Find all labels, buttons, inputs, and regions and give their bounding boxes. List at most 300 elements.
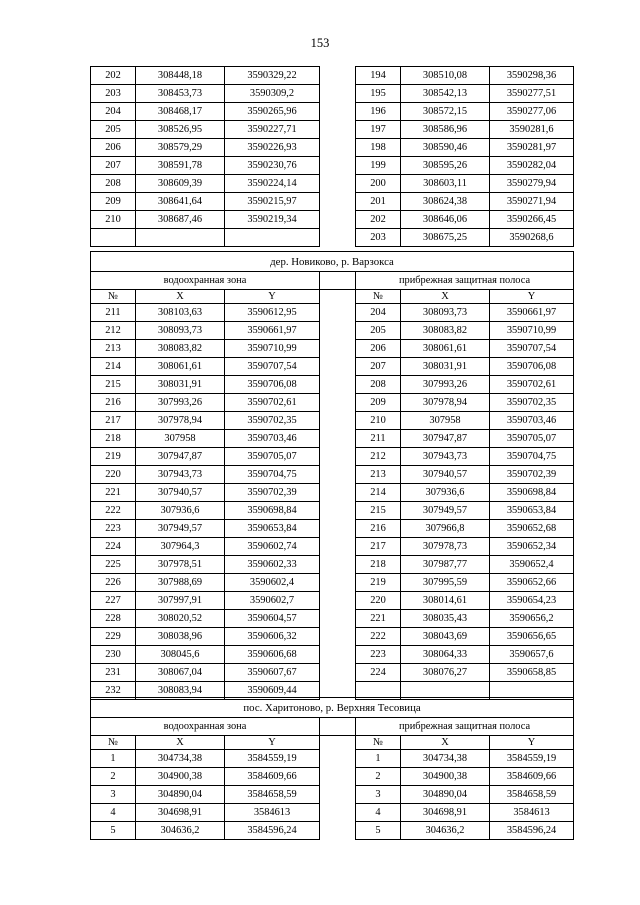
table-row	[91, 592, 574, 610]
left-x-coordinate: 308093,73	[136, 322, 225, 340]
right-y-coordinate: 3590698,84	[490, 484, 574, 502]
right-x-coordinate: 307995,59	[401, 574, 490, 592]
right-y-coordinate: 3590652,68	[490, 520, 574, 538]
column-gap	[320, 211, 356, 229]
table-row	[91, 229, 574, 247]
left-point-number: 222	[91, 502, 136, 520]
left-y-coordinate: 3584596,24	[225, 822, 320, 840]
right-point-number: 2	[356, 768, 401, 786]
right-point-number: 223	[356, 646, 401, 664]
left-y-coordinate: 3584658,59	[225, 786, 320, 804]
left-x-coordinate: 304698,91	[136, 804, 225, 822]
left-point-number: 226	[91, 574, 136, 592]
table-row	[91, 121, 574, 139]
left-y-coordinate: 3590609,44	[225, 682, 320, 700]
left-y-coordinate: 3590230,76	[225, 157, 320, 175]
right-point-number: 200	[356, 175, 401, 193]
column-gap	[320, 121, 356, 139]
table-row	[91, 358, 574, 376]
left-x-coordinate: 307940,57	[136, 484, 225, 502]
left-x-coordinate: 307947,87	[136, 448, 225, 466]
left-point-number: 232	[91, 682, 136, 700]
right-point-number: 199	[356, 157, 401, 175]
table-row	[91, 628, 574, 646]
left-point-number: 210	[91, 211, 136, 229]
right-x-coordinate: 308035,43	[401, 610, 490, 628]
left-y-coordinate: 3590602,33	[225, 556, 320, 574]
right-y-coordinate: 3590702,39	[490, 466, 574, 484]
column-header: X	[136, 290, 225, 304]
right-point-number: 208	[356, 376, 401, 394]
left-y-coordinate	[225, 229, 320, 247]
left-point-number: 212	[91, 322, 136, 340]
left-point-number: 217	[91, 412, 136, 430]
right-point-number: 198	[356, 139, 401, 157]
left-point-number: 224	[91, 538, 136, 556]
right-point-number: 5	[356, 822, 401, 840]
column-gap	[320, 304, 356, 322]
table-row	[91, 211, 574, 229]
left-y-coordinate: 3584613	[225, 804, 320, 822]
right-y-coordinate: 3590277,51	[490, 85, 574, 103]
column-gap	[320, 448, 356, 466]
column-header-row	[91, 290, 574, 304]
right-x-coordinate: 307936,6	[401, 484, 490, 502]
right-x-coordinate: 304734,38	[401, 750, 490, 768]
right-x-coordinate: 304636,2	[401, 822, 490, 840]
column-gap	[320, 340, 356, 358]
left-y-coordinate: 3590653,84	[225, 520, 320, 538]
right-y-coordinate: 3590266,45	[490, 211, 574, 229]
right-y-coordinate: 3584609,66	[490, 768, 574, 786]
right-point-number: 218	[356, 556, 401, 574]
right-x-coordinate: 308646,06	[401, 211, 490, 229]
left-point-number: 223	[91, 520, 136, 538]
left-point-number: 213	[91, 340, 136, 358]
right-point-number: 203	[356, 229, 401, 247]
column-gap	[320, 85, 356, 103]
right-x-coordinate: 308624,38	[401, 193, 490, 211]
column-gap	[320, 804, 356, 822]
left-point-number: 207	[91, 157, 136, 175]
table-body	[91, 67, 574, 247]
right-x-coordinate: 308542,13	[401, 85, 490, 103]
left-subtitle: водоохранная зона	[91, 718, 320, 736]
column-header: №	[91, 290, 136, 304]
left-point-number: 209	[91, 193, 136, 211]
right-point-number: 195	[356, 85, 401, 103]
left-x-coordinate: 308083,82	[136, 340, 225, 358]
left-y-coordinate: 3590606,68	[225, 646, 320, 664]
left-x-coordinate: 307936,6	[136, 502, 225, 520]
coordinates-table-continued	[90, 66, 574, 247]
left-point-number: 219	[91, 448, 136, 466]
left-point-number: 228	[91, 610, 136, 628]
right-point-number: 219	[356, 574, 401, 592]
left-x-coordinate: 308468,17	[136, 103, 225, 121]
left-x-coordinate: 304636,2	[136, 822, 225, 840]
right-x-coordinate: 307978,94	[401, 394, 490, 412]
left-x-coordinate: 308526,95	[136, 121, 225, 139]
table-row	[91, 484, 574, 502]
column-gap	[320, 322, 356, 340]
left-y-coordinate: 3590227,71	[225, 121, 320, 139]
column-gap	[320, 358, 356, 376]
column-gap	[320, 574, 356, 592]
right-point-number: 202	[356, 211, 401, 229]
column-header: X	[401, 736, 490, 750]
right-x-coordinate: 308572,15	[401, 103, 490, 121]
right-x-coordinate: 308590,46	[401, 139, 490, 157]
left-point-number: 203	[91, 85, 136, 103]
table-row	[91, 67, 574, 85]
column-gap	[320, 394, 356, 412]
table-row	[91, 768, 574, 786]
left-x-coordinate: 308038,96	[136, 628, 225, 646]
right-x-coordinate: 307949,57	[401, 502, 490, 520]
right-point-number: 201	[356, 193, 401, 211]
left-point-number: 3	[91, 786, 136, 804]
right-point-number: 209	[356, 394, 401, 412]
right-y-coordinate: 3590656,65	[490, 628, 574, 646]
right-x-coordinate: 308014,61	[401, 592, 490, 610]
left-y-coordinate: 3590224,14	[225, 175, 320, 193]
column-gap	[320, 646, 356, 664]
right-y-coordinate: 3584658,59	[490, 786, 574, 804]
right-x-coordinate: 307987,77	[401, 556, 490, 574]
right-x-coordinate: 308595,26	[401, 157, 490, 175]
column-gap	[320, 592, 356, 610]
column-gap	[320, 67, 356, 85]
column-gap	[320, 229, 356, 247]
table-body	[91, 304, 574, 700]
table-row	[91, 430, 574, 448]
left-x-coordinate: 308591,78	[136, 157, 225, 175]
right-point-number: 220	[356, 592, 401, 610]
left-y-coordinate: 3590705,07	[225, 448, 320, 466]
left-y-coordinate: 3590602,74	[225, 538, 320, 556]
right-x-coordinate: 307978,73	[401, 538, 490, 556]
column-gap	[320, 484, 356, 502]
right-y-coordinate: 3590705,07	[490, 430, 574, 448]
right-point-number: 205	[356, 322, 401, 340]
column-gap	[320, 502, 356, 520]
table-row	[91, 750, 574, 768]
right-x-coordinate: 308031,91	[401, 358, 490, 376]
table-row	[91, 175, 574, 193]
left-point-number: 1	[91, 750, 136, 768]
left-x-coordinate: 307949,57	[136, 520, 225, 538]
left-point-number: 206	[91, 139, 136, 157]
column-gap	[320, 664, 356, 682]
table-row	[91, 448, 574, 466]
left-point-number: 208	[91, 175, 136, 193]
left-point-number: 205	[91, 121, 136, 139]
left-point-number: 204	[91, 103, 136, 121]
left-x-coordinate: 308641,64	[136, 193, 225, 211]
left-y-coordinate: 3590606,32	[225, 628, 320, 646]
left-y-coordinate: 3590215,97	[225, 193, 320, 211]
column-gap	[320, 193, 356, 211]
table-row	[91, 556, 574, 574]
left-x-coordinate: 308061,61	[136, 358, 225, 376]
left-y-coordinate: 3590702,35	[225, 412, 320, 430]
left-x-coordinate: 304890,04	[136, 786, 225, 804]
right-point-number: 204	[356, 304, 401, 322]
right-y-coordinate: 3590268,6	[490, 229, 574, 247]
column-gap	[320, 736, 356, 750]
right-point-number: 217	[356, 538, 401, 556]
left-x-coordinate: 307978,51	[136, 556, 225, 574]
table-row	[91, 139, 574, 157]
right-y-coordinate: 3590279,94	[490, 175, 574, 193]
right-x-coordinate: 308064,33	[401, 646, 490, 664]
column-header-row	[91, 736, 574, 750]
right-y-coordinate: 3590653,84	[490, 502, 574, 520]
subtitle-row	[91, 272, 574, 290]
right-y-coordinate: 3584613	[490, 804, 574, 822]
column-gap	[320, 290, 356, 304]
right-point-number: 210	[356, 412, 401, 430]
right-x-coordinate: 308510,08	[401, 67, 490, 85]
left-y-coordinate: 3590226,93	[225, 139, 320, 157]
column-header: №	[91, 736, 136, 750]
right-point-number: 212	[356, 448, 401, 466]
left-x-coordinate: 307943,73	[136, 466, 225, 484]
left-point-number: 229	[91, 628, 136, 646]
right-y-coordinate: 3584559,19	[490, 750, 574, 768]
column-header: №	[356, 290, 401, 304]
right-point-number: 1	[356, 750, 401, 768]
left-y-coordinate: 3584609,66	[225, 768, 320, 786]
right-x-coordinate: 308093,73	[401, 304, 490, 322]
left-point-number: 5	[91, 822, 136, 840]
right-point-number: 197	[356, 121, 401, 139]
table-row	[91, 502, 574, 520]
left-point-number: 211	[91, 304, 136, 322]
right-y-coordinate: 3590702,35	[490, 394, 574, 412]
right-y-coordinate: 3590703,46	[490, 412, 574, 430]
right-x-coordinate: 308586,96	[401, 121, 490, 139]
left-y-coordinate: 3590265,96	[225, 103, 320, 121]
table-row	[91, 822, 574, 840]
table-row	[91, 538, 574, 556]
left-y-coordinate: 3590602,4	[225, 574, 320, 592]
left-x-coordinate: 308103,63	[136, 304, 225, 322]
right-y-coordinate: 3590656,2	[490, 610, 574, 628]
right-y-coordinate: 3590271,94	[490, 193, 574, 211]
left-y-coordinate: 3590704,75	[225, 466, 320, 484]
column-gap	[320, 628, 356, 646]
coordinates-table-kharitonovo	[90, 697, 574, 840]
left-y-coordinate: 3590702,61	[225, 394, 320, 412]
right-subtitle: прибрежная защитная полоса	[356, 718, 574, 736]
right-point-number: 211	[356, 430, 401, 448]
right-y-coordinate: 3590277,06	[490, 103, 574, 121]
left-point-number: 218	[91, 430, 136, 448]
section-title: дер. Новиково, р. Варзокса	[91, 252, 574, 272]
right-y-coordinate: 3590702,61	[490, 376, 574, 394]
table-row	[91, 520, 574, 538]
section-title: пос. Харитоново, р. Верхняя Тесовица	[91, 698, 574, 718]
table-row	[91, 610, 574, 628]
left-y-coordinate: 3590702,39	[225, 484, 320, 502]
column-header: Y	[225, 736, 320, 750]
right-point-number: 206	[356, 340, 401, 358]
right-x-coordinate: 308043,69	[401, 628, 490, 646]
table-title-row	[91, 698, 574, 718]
right-y-coordinate: 3590282,04	[490, 157, 574, 175]
right-x-coordinate: 308076,27	[401, 664, 490, 682]
column-header: Y	[225, 290, 320, 304]
column-gap	[320, 718, 356, 736]
table-row	[91, 376, 574, 394]
right-x-coordinate: 308603,11	[401, 175, 490, 193]
left-y-coordinate: 3590706,08	[225, 376, 320, 394]
right-y-coordinate: 3590281,6	[490, 121, 574, 139]
left-x-coordinate: 307993,26	[136, 394, 225, 412]
left-point-number: 230	[91, 646, 136, 664]
left-point-number: 227	[91, 592, 136, 610]
left-point-number: 4	[91, 804, 136, 822]
column-gap	[320, 466, 356, 484]
right-x-coordinate: 304900,38	[401, 768, 490, 786]
right-point-number: 221	[356, 610, 401, 628]
left-y-coordinate: 3590707,54	[225, 358, 320, 376]
column-gap	[320, 103, 356, 121]
left-point-number: 214	[91, 358, 136, 376]
left-x-coordinate: 308609,39	[136, 175, 225, 193]
left-x-coordinate: 308453,73	[136, 85, 225, 103]
column-gap	[320, 139, 356, 157]
right-point-number: 215	[356, 502, 401, 520]
right-point-number: 222	[356, 628, 401, 646]
table-row	[91, 412, 574, 430]
left-point-number: 216	[91, 394, 136, 412]
left-y-coordinate: 3590612,95	[225, 304, 320, 322]
right-y-coordinate: 3590281,97	[490, 139, 574, 157]
left-x-coordinate: 308083,94	[136, 682, 225, 700]
table-row	[91, 804, 574, 822]
right-y-coordinate: 3590657,6	[490, 646, 574, 664]
column-gap	[320, 822, 356, 840]
right-x-coordinate: 307947,87	[401, 430, 490, 448]
right-x-coordinate: 308061,61	[401, 340, 490, 358]
right-point-number: 194	[356, 67, 401, 85]
right-point-number: 213	[356, 466, 401, 484]
column-header: Y	[490, 290, 574, 304]
left-point-number: 215	[91, 376, 136, 394]
left-point-number: 225	[91, 556, 136, 574]
right-x-coordinate: 304698,91	[401, 804, 490, 822]
left-x-coordinate: 307978,94	[136, 412, 225, 430]
left-y-coordinate: 3590710,99	[225, 340, 320, 358]
left-x-coordinate: 308031,91	[136, 376, 225, 394]
column-gap	[320, 376, 356, 394]
table-row	[91, 85, 574, 103]
right-point-number: 216	[356, 520, 401, 538]
right-point-number: 224	[356, 664, 401, 682]
left-y-coordinate: 3590661,97	[225, 322, 320, 340]
left-point-number: 220	[91, 466, 136, 484]
column-gap	[320, 750, 356, 768]
column-gap	[320, 430, 356, 448]
left-x-coordinate	[136, 229, 225, 247]
column-gap	[320, 768, 356, 786]
table-row	[91, 786, 574, 804]
right-y-coordinate: 3590298,36	[490, 67, 574, 85]
right-y-coordinate: 3590654,23	[490, 592, 574, 610]
table-row	[91, 466, 574, 484]
left-x-coordinate: 307964,3	[136, 538, 225, 556]
left-point-number: 2	[91, 768, 136, 786]
column-gap	[320, 272, 356, 290]
right-y-coordinate: 3590704,75	[490, 448, 574, 466]
right-x-coordinate: 304890,04	[401, 786, 490, 804]
left-x-coordinate: 308067,04	[136, 664, 225, 682]
column-gap	[320, 175, 356, 193]
column-header: X	[401, 290, 490, 304]
right-point-number: 196	[356, 103, 401, 121]
right-x-coordinate: 307993,26	[401, 376, 490, 394]
left-x-coordinate: 304900,38	[136, 768, 225, 786]
right-y-coordinate: 3590707,54	[490, 340, 574, 358]
left-x-coordinate: 308020,52	[136, 610, 225, 628]
column-header: №	[356, 736, 401, 750]
column-gap	[320, 786, 356, 804]
table-row	[91, 664, 574, 682]
left-point-number: 202	[91, 67, 136, 85]
right-y-coordinate: 3590652,34	[490, 538, 574, 556]
right-y-coordinate: 3590710,99	[490, 322, 574, 340]
right-point-number: 214	[356, 484, 401, 502]
table-row	[91, 193, 574, 211]
column-header: X	[136, 736, 225, 750]
left-y-coordinate: 3590329,22	[225, 67, 320, 85]
table-title-row	[91, 252, 574, 272]
table-row	[91, 340, 574, 358]
left-y-coordinate: 3590698,84	[225, 502, 320, 520]
right-y-coordinate: 3590658,85	[490, 664, 574, 682]
table-row	[91, 304, 574, 322]
table-body	[91, 750, 574, 840]
subtitle-row	[91, 718, 574, 736]
left-y-coordinate: 3590604,57	[225, 610, 320, 628]
right-point-number: 4	[356, 804, 401, 822]
right-x-coordinate: 308675,25	[401, 229, 490, 247]
coordinates-table-novikovo	[90, 251, 574, 700]
table-row	[91, 394, 574, 412]
left-y-coordinate: 3590219,34	[225, 211, 320, 229]
left-point-number: 231	[91, 664, 136, 682]
right-x-coordinate: 307966,8	[401, 520, 490, 538]
table-row	[91, 574, 574, 592]
table-row	[91, 103, 574, 121]
left-x-coordinate: 308045,6	[136, 646, 225, 664]
page-number: 153	[310, 36, 330, 50]
column-gap	[320, 556, 356, 574]
left-x-coordinate: 308687,46	[136, 211, 225, 229]
column-gap	[320, 520, 356, 538]
right-subtitle: прибрежная защитная полоса	[356, 272, 574, 290]
column-gap	[320, 157, 356, 175]
left-y-coordinate: 3590703,46	[225, 430, 320, 448]
right-x-coordinate: 307958	[401, 412, 490, 430]
left-x-coordinate: 304734,38	[136, 750, 225, 768]
right-x-coordinate: 307940,57	[401, 466, 490, 484]
right-y-coordinate: 3584596,24	[490, 822, 574, 840]
right-y-coordinate: 3590661,97	[490, 304, 574, 322]
